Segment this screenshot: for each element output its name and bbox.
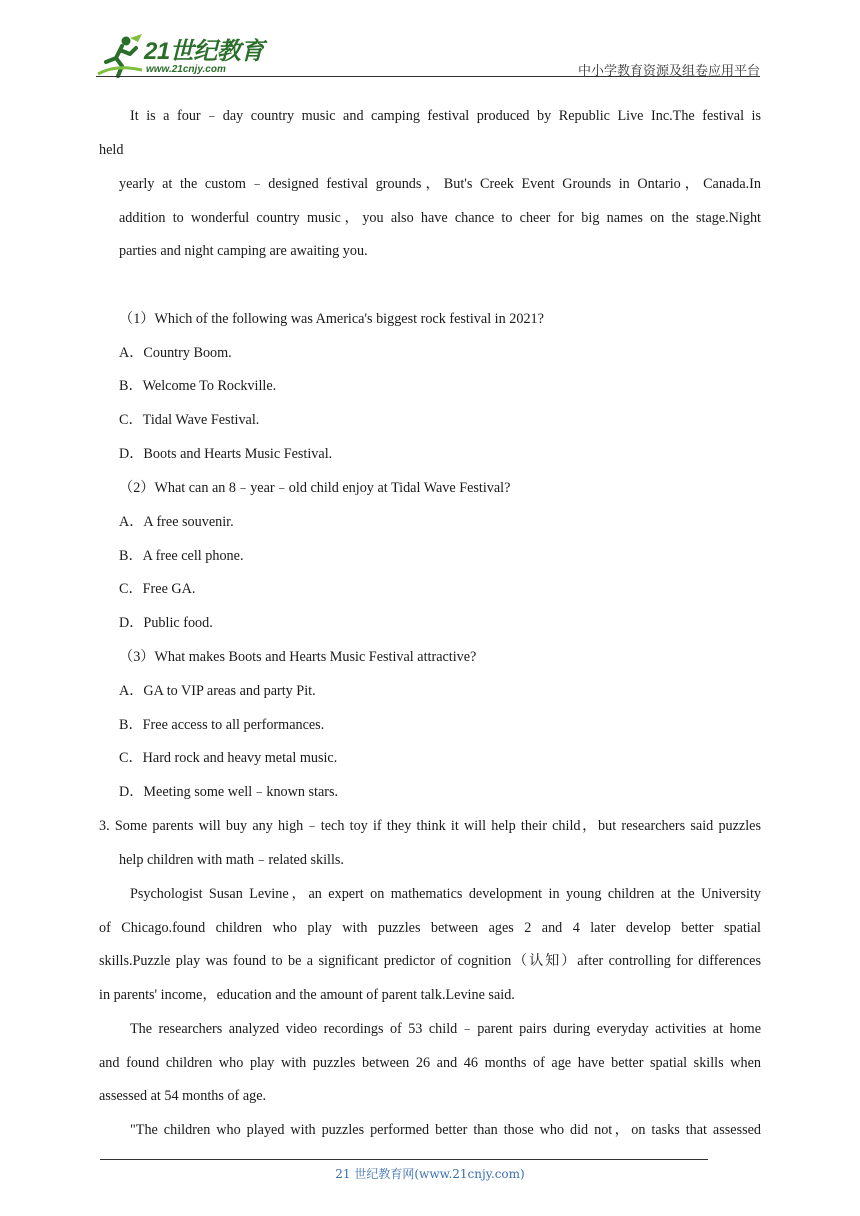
footer-link[interactable]: 21 世纪教育网(www.21cnjy.com)	[335, 1167, 525, 1181]
section3-line: of Chicago.found children who play with puzzles between ages 2 and 4 later develop better spatial	[99, 920, 761, 936]
answer-option: B．A free cell phone.	[119, 548, 244, 564]
answer-option: A．Country Boom.	[119, 345, 232, 361]
site-logo[interactable]	[96, 34, 266, 78]
section3-line: The researchers analyzed video recordings of 53 child﹣parent pairs during everyday activities at home	[130, 1021, 761, 1037]
section3-line: help children with math﹣related skills.	[119, 852, 344, 868]
running-figure-logo-icon	[96, 34, 144, 78]
answer-option: A．GA to VIP areas and party Pit.	[119, 683, 316, 699]
logo-url: www.21cnjy.com	[146, 64, 226, 75]
section3-line: Psychologist Susan Levine，an expert on mathematics development in young children at the University	[130, 886, 761, 902]
passage-line: held	[99, 142, 124, 158]
question-stem: （3）What makes Boots and Hearts Music Festival attractive?	[119, 649, 477, 665]
answer-option: C．Tidal Wave Festival.	[119, 412, 260, 428]
footer-divider	[100, 1159, 708, 1160]
answer-option: B．Welcome To Rockville.	[119, 378, 277, 394]
header-platform-name: 中小学教育资源及组卷应用平台	[577, 64, 760, 79]
question-stem: （1）Which of the following was America's biggest rock festival in 2021?	[119, 311, 544, 327]
logo-title: 21世纪教育	[144, 38, 264, 65]
passage-line: parties and night camping are awaiting you.	[119, 243, 368, 259]
section3-line: 3. Some parents will buy any high﹣tech toy if they think it will help their child，but researchers said puzzles	[99, 818, 761, 834]
section3-line: in parents' income，education and the amount of parent talk.Levine said.	[99, 987, 515, 1003]
answer-option: D．Meeting some well﹣known stars.	[119, 784, 339, 800]
question-stem: （2）What can an 8﹣year﹣old child enjoy at Tidal Wave Festival?	[119, 480, 511, 496]
answer-option: D．Public food.	[119, 615, 213, 631]
section3-line: assessed at 54 months of age.	[99, 1088, 267, 1104]
passage-line: It is a four﹣day country music and camping festival produced by Republic Live Inc.The festival is	[130, 108, 761, 124]
answer-option: A．A free souvenir.	[119, 514, 234, 530]
section3-line: and found children who play with puzzles between 26 and 46 months of age have better spatial skills when	[99, 1055, 761, 1071]
page-header	[96, 32, 760, 80]
passage-line: yearly at the custom﹣designed festival grounds，But's Creek Event Grounds in Ontario，Canada.In	[119, 176, 761, 192]
answer-option: C．Hard rock and heavy metal music.	[119, 750, 338, 766]
passage-line: addition to wonderful country music，you also have chance to cheer for big names on the stage.Night	[119, 210, 761, 226]
section3-line: "The children who played with puzzles performed better than those who did not，on tasks that assessed	[130, 1122, 761, 1138]
section3-line: skills.Puzzle play was found to be a significant predictor of cognition（认知）after controlling for differences	[99, 953, 761, 969]
header-divider	[96, 76, 760, 77]
answer-option: B．Free access to all performances.	[119, 717, 325, 733]
answer-option: D．Boots and Hearts Music Festival.	[119, 446, 333, 462]
answer-option: C．Free GA.	[119, 581, 196, 597]
